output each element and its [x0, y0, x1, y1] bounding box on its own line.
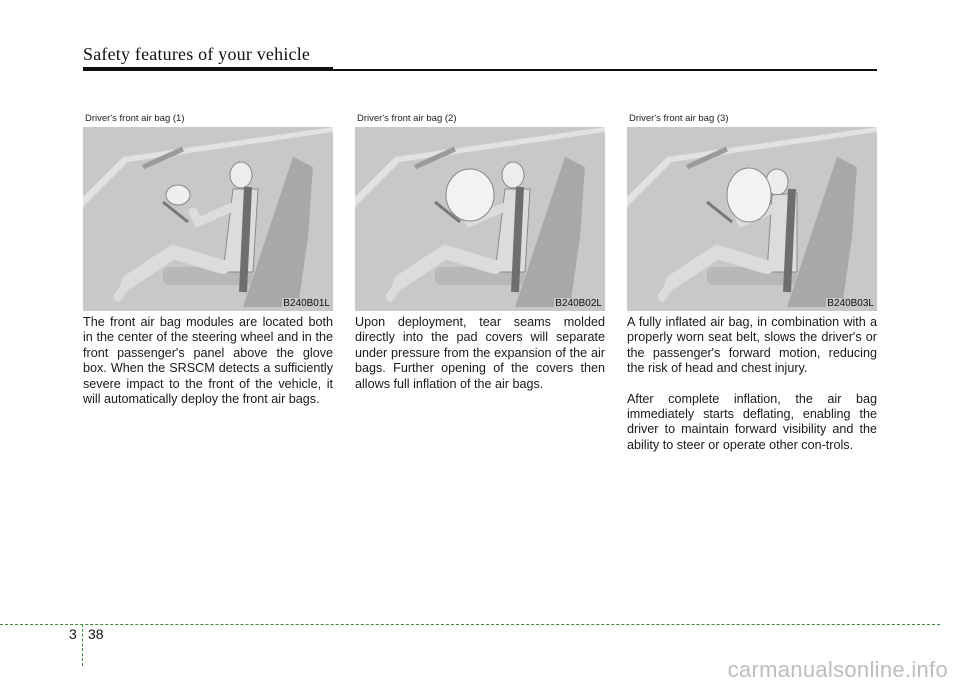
figure-code: B240B01L — [283, 298, 330, 309]
airbag-illustration — [83, 127, 333, 311]
watermark: carmanualsonline.info — [727, 657, 948, 682]
figure-code: B240B02L — [555, 298, 602, 309]
figure-airbag-2 — [355, 111, 605, 311]
figure-caption: Driver's front air bag (1) — [85, 113, 185, 124]
figure-airbag-3 — [627, 111, 877, 311]
column-2-text — [355, 315, 605, 407]
figure-caption: Driver's front air bag (2) — [357, 113, 457, 124]
paragraph: The front air bag modules are located both in the center of the steering wheel and in the front passenger's panel above the glove box. When the SRSCM detects a sufficiently severe impact to the front of the vehicle, it will automatically deploy the front air bags. — [83, 315, 333, 407]
paragraph: Upon deployment, tear seams molded directly into the pad covers will separate under pressure from the expansion of the air bags. Further opening of the covers then allows full inflation of the air bags. — [355, 315, 605, 391]
footer-dashed-divider — [82, 624, 83, 666]
column-3-text — [627, 315, 877, 468]
figure-caption: Driver's front air bag (3) — [629, 113, 729, 124]
paragraph: After complete inflation, the air bag immediately starts deflating, enabling the driver to maintain forward visibility and the ability to steer or operate other con-trols. — [627, 391, 877, 452]
airbag-illustration — [627, 127, 877, 311]
page-title: Safety features of your vehicle — [83, 44, 311, 64]
footer-dashed-rule — [0, 624, 940, 625]
page-number: 38 — [88, 626, 104, 642]
paragraph: A fully inflated air bag, in combination with a properly worn seat belt, slows the driver's or the passenger's forward motion, reducing the risk of head and chest injury. — [627, 315, 877, 376]
figure-airbag-1 — [83, 111, 333, 311]
column-1-text — [83, 315, 333, 422]
figure-code: B240B03L — [827, 298, 874, 309]
header-rule-thin — [333, 69, 877, 71]
header-rule-thick — [83, 67, 333, 71]
airbag-illustration — [355, 127, 605, 311]
section-number: 3 — [69, 626, 77, 642]
